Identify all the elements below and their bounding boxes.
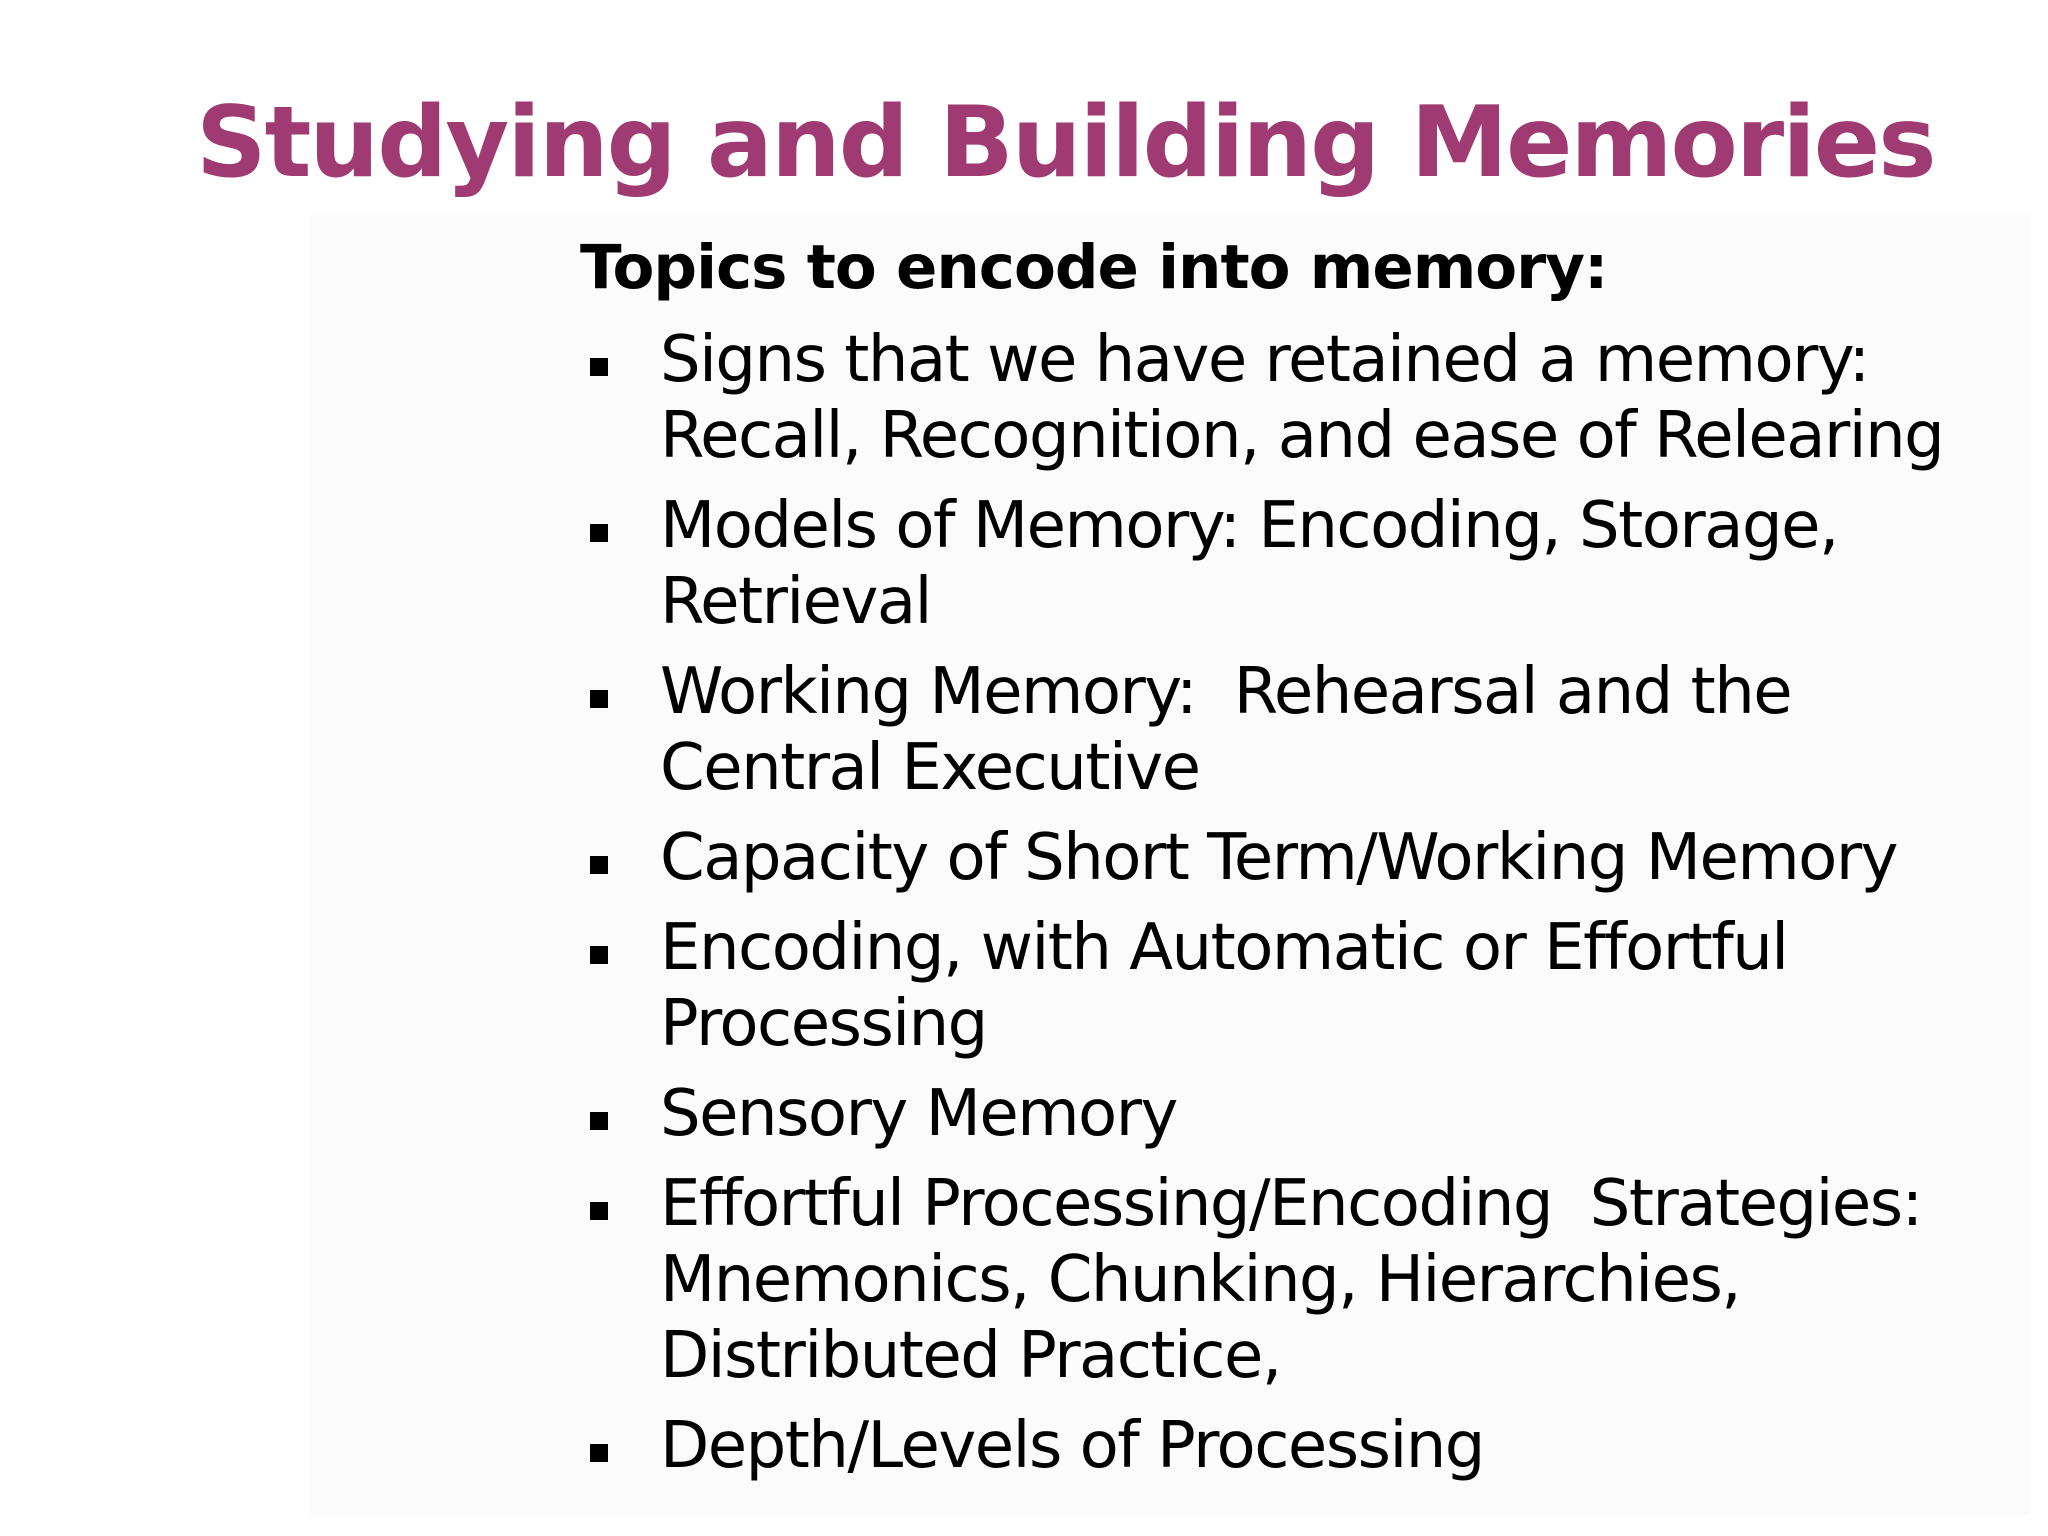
- list-item: [580, 322, 2020, 474]
- list-item-line: Mnemonics, Chunking, Hierarchies,: [660, 1243, 1741, 1317]
- list-item-line: Working Memory: Rehearsal and the: [660, 655, 1792, 729]
- square-bullet-icon: [590, 1112, 608, 1130]
- list-item-line: Recall, Recognition, and ease of Relearing: [660, 399, 1944, 473]
- topic-list: [580, 322, 2020, 1484]
- list-item: [580, 654, 2020, 806]
- list-item-line: Distributed Practice,: [660, 1319, 1281, 1393]
- list-item-line: Effortful Processing/Encoding Strategies:: [660, 1167, 1922, 1241]
- list-item-line: Central Executive: [660, 731, 1200, 805]
- list-item-line: Encoding, with Automatic or Effortful: [660, 911, 1788, 985]
- list-item: [580, 1166, 2020, 1394]
- square-bullet-icon: [590, 524, 608, 542]
- slide-content: [580, 228, 2020, 1484]
- list-item-line: Models of Memory: Encoding, Storage,: [660, 489, 1838, 563]
- square-bullet-icon: [590, 1202, 608, 1220]
- list-item-line: Capacity of Short Term/Working Memory: [660, 821, 1897, 895]
- list-item: [580, 1408, 2020, 1484]
- list-item: [580, 1076, 2020, 1152]
- list-item: [580, 488, 2020, 640]
- list-item: [580, 820, 2020, 896]
- list-item-line: Signs that we have retained a memory:: [660, 323, 1869, 397]
- list-item-line: Processing: [660, 987, 987, 1061]
- square-bullet-icon: [590, 856, 608, 874]
- list-item-line: Depth/Levels of Processing: [660, 1409, 1484, 1483]
- square-bullet-icon: [590, 1444, 608, 1462]
- square-bullet-icon: [590, 690, 608, 708]
- topics-heading: Topics to encode into memory:: [580, 232, 1608, 303]
- slide-title: Studying and Building Memories: [196, 86, 1935, 200]
- list-item: [580, 910, 2020, 1062]
- list-item-line: Retrieval: [660, 565, 931, 639]
- square-bullet-icon: [590, 946, 608, 964]
- list-item-line: Sensory Memory: [660, 1077, 1177, 1151]
- square-bullet-icon: [590, 358, 608, 376]
